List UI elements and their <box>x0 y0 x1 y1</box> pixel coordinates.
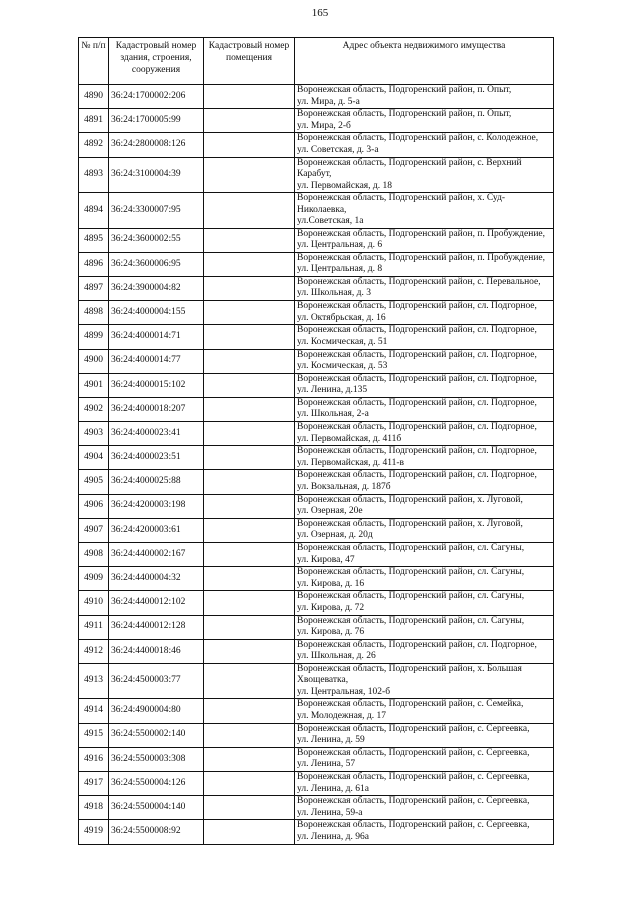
table-row <box>79 349 554 373</box>
premises-number <box>204 422 295 446</box>
premises-number <box>204 276 295 300</box>
address-line-1: Воронежская область, Подгоренский район, сл. Сагуны, <box>297 567 525 578</box>
premises-number <box>204 109 295 133</box>
address-cell <box>295 663 554 699</box>
address-cell <box>295 325 554 349</box>
page-number: 165 <box>311 7 329 19</box>
row-number: 4896 <box>79 252 109 276</box>
row-number: 4913 <box>79 663 109 699</box>
address-line-1: Воронежская область, Подгоренский район, с. Сергеевка, <box>297 820 530 831</box>
cadastral-number: 36:24:4900004:80 <box>109 699 204 723</box>
address-cell <box>295 349 554 373</box>
cadastral-number: 36:24:4000025:88 <box>109 470 204 494</box>
premises-number <box>204 591 295 615</box>
address-cell <box>295 301 554 325</box>
cadastral-number: 36:24:4500003:77 <box>109 663 204 699</box>
address-cell <box>295 228 554 252</box>
row-number: 4903 <box>79 422 109 446</box>
address-line-1: Воронежская область, Подгоренский район, сл. Сагуны, <box>297 615 525 626</box>
address-cell <box>295 252 554 276</box>
address-line-2: ул. Вокзальная, д. 187б <box>297 481 391 492</box>
address-cell <box>295 639 554 663</box>
row-number: 4892 <box>79 133 109 157</box>
address-line-2: ул. Центральная, д. 8 <box>297 264 383 275</box>
table-row <box>79 325 554 349</box>
address-line-2: ул.Советская, 1а <box>297 216 364 227</box>
premises-number <box>204 567 295 591</box>
premises-number <box>204 157 295 193</box>
address-cell <box>295 276 554 300</box>
address-line-1: Воронежская область, Подгоренский район, с. Семейка, <box>297 699 524 710</box>
table-row <box>79 567 554 591</box>
address-cell <box>295 85 554 109</box>
cadastral-number: 36:24:5500004:140 <box>109 796 204 820</box>
premises-number <box>204 543 295 567</box>
premises-number <box>204 747 295 771</box>
premises-number <box>204 820 295 844</box>
header-cadastral-premises: Кадастровый номер помещения <box>204 38 295 85</box>
table-row <box>79 518 554 542</box>
cadastral-number: 36:24:5500004:126 <box>109 772 204 796</box>
address-line-2: ул. Космическая, д. 51 <box>297 336 388 347</box>
table-row <box>79 157 554 193</box>
address-cell <box>295 193 554 229</box>
cadastral-number: 36:24:3600006:95 <box>109 252 204 276</box>
address-line-2: ул. Озерная, 20е <box>297 506 363 517</box>
row-number: 4897 <box>79 276 109 300</box>
address-line-2: ул. Ленина, д. 61а <box>297 783 369 794</box>
address-cell <box>295 157 554 193</box>
header-cadastral-building: Кадастровый номер здания, строения, сооружения <box>109 38 204 85</box>
address-cell <box>295 796 554 820</box>
row-number: 4905 <box>79 470 109 494</box>
address-line-2: ул. Молодежная, д. 17 <box>297 710 386 721</box>
row-number: 4915 <box>79 723 109 747</box>
table-row <box>79 820 554 844</box>
cadastral-number: 36:24:4000004:155 <box>109 301 204 325</box>
row-number: 4894 <box>79 193 109 229</box>
address-line-2: ул. Кирова, д. 16 <box>297 578 365 589</box>
cadastral-number: 36:24:3300007:95 <box>109 193 204 229</box>
address-line-2: ул. Кирова, д. 72 <box>297 602 365 613</box>
premises-number <box>204 494 295 518</box>
cadastral-number: 36:24:4400012:128 <box>109 615 204 639</box>
table-row <box>79 772 554 796</box>
premises-number <box>204 699 295 723</box>
row-number: 4919 <box>79 820 109 844</box>
premises-number <box>204 325 295 349</box>
table-row <box>79 615 554 639</box>
address-line-2: ул. Ленина, д. 59 <box>297 735 365 746</box>
row-number: 4916 <box>79 747 109 771</box>
premises-number <box>204 228 295 252</box>
cadastral-number: 36:24:4000014:77 <box>109 349 204 373</box>
address-cell <box>295 615 554 639</box>
table-row <box>79 796 554 820</box>
row-number: 4890 <box>79 85 109 109</box>
row-number: 4917 <box>79 772 109 796</box>
table-row <box>79 747 554 771</box>
premises-number <box>204 349 295 373</box>
row-number: 4906 <box>79 494 109 518</box>
table-row <box>79 276 554 300</box>
address-line-1: Воронежская область, Подгоренский район, с. Сергеевка, <box>297 796 530 807</box>
address-line-1: Воронежская область, Подгоренский район, с. Верхний Карабут, <box>297 157 522 180</box>
address-cell <box>295 109 554 133</box>
address-line-1: Воронежская область, Подгоренский район, с. Колодежное, <box>297 133 539 144</box>
address-line-1: Воронежская область, Подгоренский район, п. Пробуждение, <box>297 252 545 263</box>
address-line-1: Воронежская область, Подгоренский район, сл. Подгорное, <box>297 373 537 384</box>
address-cell <box>295 543 554 567</box>
table-row <box>79 193 554 229</box>
address-cell <box>295 518 554 542</box>
row-number: 4898 <box>79 301 109 325</box>
premises-number <box>204 663 295 699</box>
premises-number <box>204 301 295 325</box>
table-row <box>79 301 554 325</box>
cadastral-number: 36:24:3600002:55 <box>109 228 204 252</box>
address-line-1: Воронежская область, Подгоренский район, п. Пробуждение, <box>297 228 545 239</box>
row-number: 4893 <box>79 157 109 193</box>
address-cell <box>295 133 554 157</box>
table-row <box>79 663 554 699</box>
table-body <box>79 85 554 845</box>
row-number: 4908 <box>79 543 109 567</box>
premises-number <box>204 772 295 796</box>
address-line-2: ул. Кирова, д. 76 <box>297 627 365 638</box>
address-line-2: ул. Мира, д. 5-а <box>297 96 360 107</box>
address-line-2: ул. Первомайская, д. 411-в <box>297 457 405 468</box>
address-line-2: ул. Озерная, д. 20д <box>297 530 373 541</box>
cadastral-number: 36:24:4200003:61 <box>109 518 204 542</box>
address-cell <box>295 747 554 771</box>
address-line-1: Воронежская область, Подгоренский район, сл. Сагуны, <box>297 591 525 602</box>
address-line-1: Воронежская область, Подгоренский район, сл. Сагуны, <box>297 543 525 553</box>
cadastral-number: 36:24:4400002:167 <box>109 543 204 567</box>
table-row <box>79 470 554 494</box>
address-cell <box>295 446 554 470</box>
table-row <box>79 373 554 397</box>
row-number: 4914 <box>79 699 109 723</box>
cadastral-number: 36:24:1700005:99 <box>109 109 204 133</box>
address-line-2: ул. Кирова, 47 <box>297 554 355 565</box>
premises-number <box>204 639 295 663</box>
address-line-1: Воронежская область, Подгоренский район, с. Сергеевка, <box>297 747 530 758</box>
table-row <box>79 228 554 252</box>
address-line-2: ул. Центральная, 102-б <box>297 686 391 697</box>
address-line-2: ул. Октябрьская, д. 16 <box>297 312 386 323</box>
header-number: № п/п <box>79 38 109 85</box>
row-number: 4895 <box>79 228 109 252</box>
premises-number <box>204 796 295 820</box>
address-line-2: ул. Космическая, д. 53 <box>297 361 388 371</box>
cadastral-number: 36:24:4000023:51 <box>109 446 204 470</box>
address-line-2: ул. Школьная, д. 3 <box>297 288 371 299</box>
row-number: 4909 <box>79 567 109 591</box>
cadastral-number: 36:24:4400004:32 <box>109 567 204 591</box>
cadastral-number: 36:24:3900004:82 <box>109 276 204 300</box>
address-line-2: ул. Мира, 2-б <box>297 120 351 131</box>
address-line-1: Воронежская область, Подгоренский район, п. Опыт, <box>297 85 512 95</box>
table-row <box>79 723 554 747</box>
address-line-1: Воронежская область, Подгоренский район, сл. Подгорное, <box>297 325 537 336</box>
table-row <box>79 85 554 109</box>
premises-number <box>204 723 295 747</box>
table-row <box>79 446 554 470</box>
address-line-2: ул. Первомайская, д. 18 <box>297 180 392 191</box>
address-line-2: ул. Ленина, 57 <box>297 759 356 770</box>
premises-number <box>204 518 295 542</box>
cadastral-number: 36:24:3100004:39 <box>109 157 204 193</box>
cadastral-number: 36:24:5500002:140 <box>109 723 204 747</box>
cadastral-number: 36:24:2800008:126 <box>109 133 204 157</box>
address-line-1: Воронежская область, Подгоренский район, сл. Подгорное, <box>297 349 537 360</box>
row-number: 4899 <box>79 325 109 349</box>
address-line-1: Воронежская область, Подгоренский район, сл. Подгорное, <box>297 446 537 457</box>
address-line-1: Воронежская область, Подгоренский район, п. Опыт, <box>297 109 512 120</box>
address-line-1: Воронежская область, Подгоренский район, с. Сергеевка, <box>297 772 530 782</box>
address-cell <box>295 699 554 723</box>
address-line-1: Воронежская область, Подгоренский район, сл. Подгорное, <box>297 422 537 433</box>
premises-number <box>204 252 295 276</box>
address-line-1: Воронежская область, Подгоренский район, с. Перевальное, <box>297 276 541 287</box>
header-row <box>79 38 554 85</box>
row-number: 4901 <box>79 373 109 397</box>
table-row <box>79 639 554 663</box>
address-cell <box>295 422 554 446</box>
cadastral-number: 36:24:4000018:207 <box>109 397 204 421</box>
table-row <box>79 699 554 723</box>
address-cell <box>295 373 554 397</box>
address-cell <box>295 470 554 494</box>
address-line-1: Воронежская область, Подгоренский район, сл. Подгорное, <box>297 639 537 650</box>
row-number: 4912 <box>79 639 109 663</box>
table-row <box>79 591 554 615</box>
address-cell <box>295 567 554 591</box>
cadastral-number: 36:24:4400018:46 <box>109 639 204 663</box>
address-line-1: Воронежская область, Подгоренский район, х. Большая Хвощеватка, <box>297 663 522 686</box>
premises-number <box>204 193 295 229</box>
address-line-1: Воронежская область, Подгоренский район, х. Луговой, <box>297 494 523 505</box>
property-registry-table <box>78 37 554 845</box>
address-line-1: Воронежская область, Подгоренский район, х. Суд-Николаевка, <box>297 193 506 215</box>
table-row <box>79 543 554 567</box>
address-cell <box>295 772 554 796</box>
table-row <box>79 252 554 276</box>
premises-number <box>204 397 295 421</box>
row-number: 4904 <box>79 446 109 470</box>
address-line-2: ул. Советская, д. 3-а <box>297 144 379 155</box>
address-line-2: ул. Школьная, 2-а <box>297 409 369 420</box>
cadastral-number: 36:24:4200003:198 <box>109 494 204 518</box>
cadastral-number: 36:24:5500008:92 <box>109 820 204 844</box>
address-line-2: ул. Ленина, д.135 <box>297 385 368 396</box>
address-line-2: ул. Школьная, д. 26 <box>297 651 376 662</box>
cadastral-number: 36:24:4000015:102 <box>109 373 204 397</box>
row-number: 4910 <box>79 591 109 615</box>
cadastral-number: 36:24:4400012:102 <box>109 591 204 615</box>
address-line-2: ул. Ленина, д. 96а <box>297 831 369 842</box>
cadastral-number: 36:24:4000014:71 <box>109 325 204 349</box>
table-row <box>79 397 554 421</box>
address-line-1: Воронежская область, Подгоренский район, сл. Подгорное, <box>297 397 537 408</box>
premises-number <box>204 470 295 494</box>
table-header <box>79 38 554 85</box>
premises-number <box>204 615 295 639</box>
header-address: Адрес объекта недвижимого имущества <box>295 38 554 85</box>
row-number: 4902 <box>79 397 109 421</box>
address-line-1: Воронежская область, Подгоренский район, с. Сергеевка, <box>297 723 530 734</box>
table-row <box>79 133 554 157</box>
address-line-2: ул. Первомайская, д. 411б <box>297 433 402 444</box>
premises-number <box>204 133 295 157</box>
address-cell <box>295 591 554 615</box>
row-number: 4900 <box>79 349 109 373</box>
premises-number <box>204 446 295 470</box>
premises-number <box>204 85 295 109</box>
cadastral-number: 36:24:4000023:41 <box>109 422 204 446</box>
table-row <box>79 494 554 518</box>
cadastral-number: 36:24:1700002:206 <box>109 85 204 109</box>
address-cell <box>295 397 554 421</box>
table-row <box>79 422 554 446</box>
cadastral-number: 36:24:5500003:308 <box>109 747 204 771</box>
table-row <box>79 109 554 133</box>
address-cell <box>295 723 554 747</box>
address-cell <box>295 820 554 844</box>
address-cell <box>295 494 554 518</box>
address-line-2: ул. Центральная, д. 6 <box>297 240 383 251</box>
address-line-1: Воронежская область, Подгоренский район, сл. Подгорное, <box>297 301 537 312</box>
address-line-1: Воронежская область, Подгоренский район, сл. Подгорное, <box>297 470 537 481</box>
address-line-1: Воронежская область, Подгоренский район, х. Луговой, <box>297 518 523 529</box>
address-line-2: ул. Ленина, 59-а <box>297 807 363 818</box>
row-number: 4907 <box>79 518 109 542</box>
row-number: 4911 <box>79 615 109 639</box>
row-number: 4891 <box>79 109 109 133</box>
row-number: 4918 <box>79 796 109 820</box>
premises-number <box>204 373 295 397</box>
